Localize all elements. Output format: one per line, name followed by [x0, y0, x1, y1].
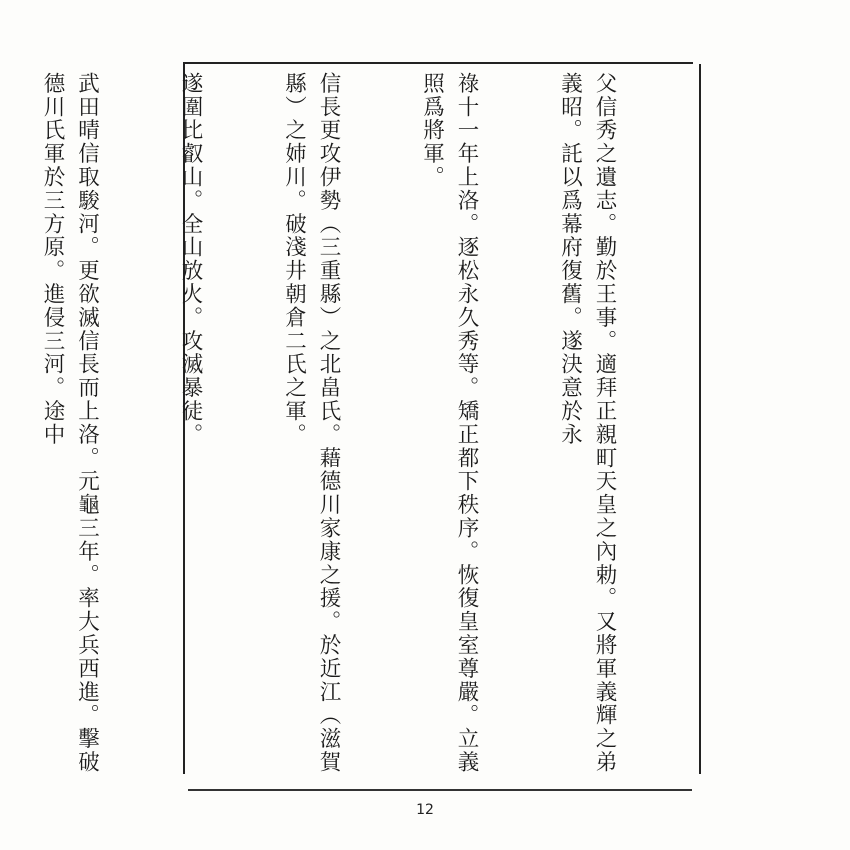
frame-right-rule — [699, 64, 701, 774]
frame-bottom-rule — [188, 789, 692, 791]
page-number: 12 — [416, 802, 434, 818]
text-column: 信長更攻伊勢（三重縣）之北畠氏。藉德川家康之援。於近江（滋賀縣）之姉川。破淺井朝倉二氏之軍。 — [281, 72, 341, 774]
frame-top-rule — [183, 62, 693, 64]
vertical-text-body — [40, 72, 690, 777]
text-column: 父信秀之遺志。勤於王事。適拜正親町天皇之內勅。又將軍義輝之弟義昭。託以爲幕府復舊。遂決意於永 — [557, 72, 617, 774]
text-column: 祿十一年上洛。逐松永久秀等。矯正都下秩序。恢復皇室尊嚴。立義照爲將軍。 — [419, 72, 479, 774]
text-column: 武田晴信取駿河。更欲滅信長而上洛。元龜三年。率大兵西進。擊破德川氏軍於三方原。進侵三河。途中 — [40, 72, 100, 774]
text-column: 遂圍比叡山。全山放火。攻滅暴徒。 — [178, 72, 203, 447]
